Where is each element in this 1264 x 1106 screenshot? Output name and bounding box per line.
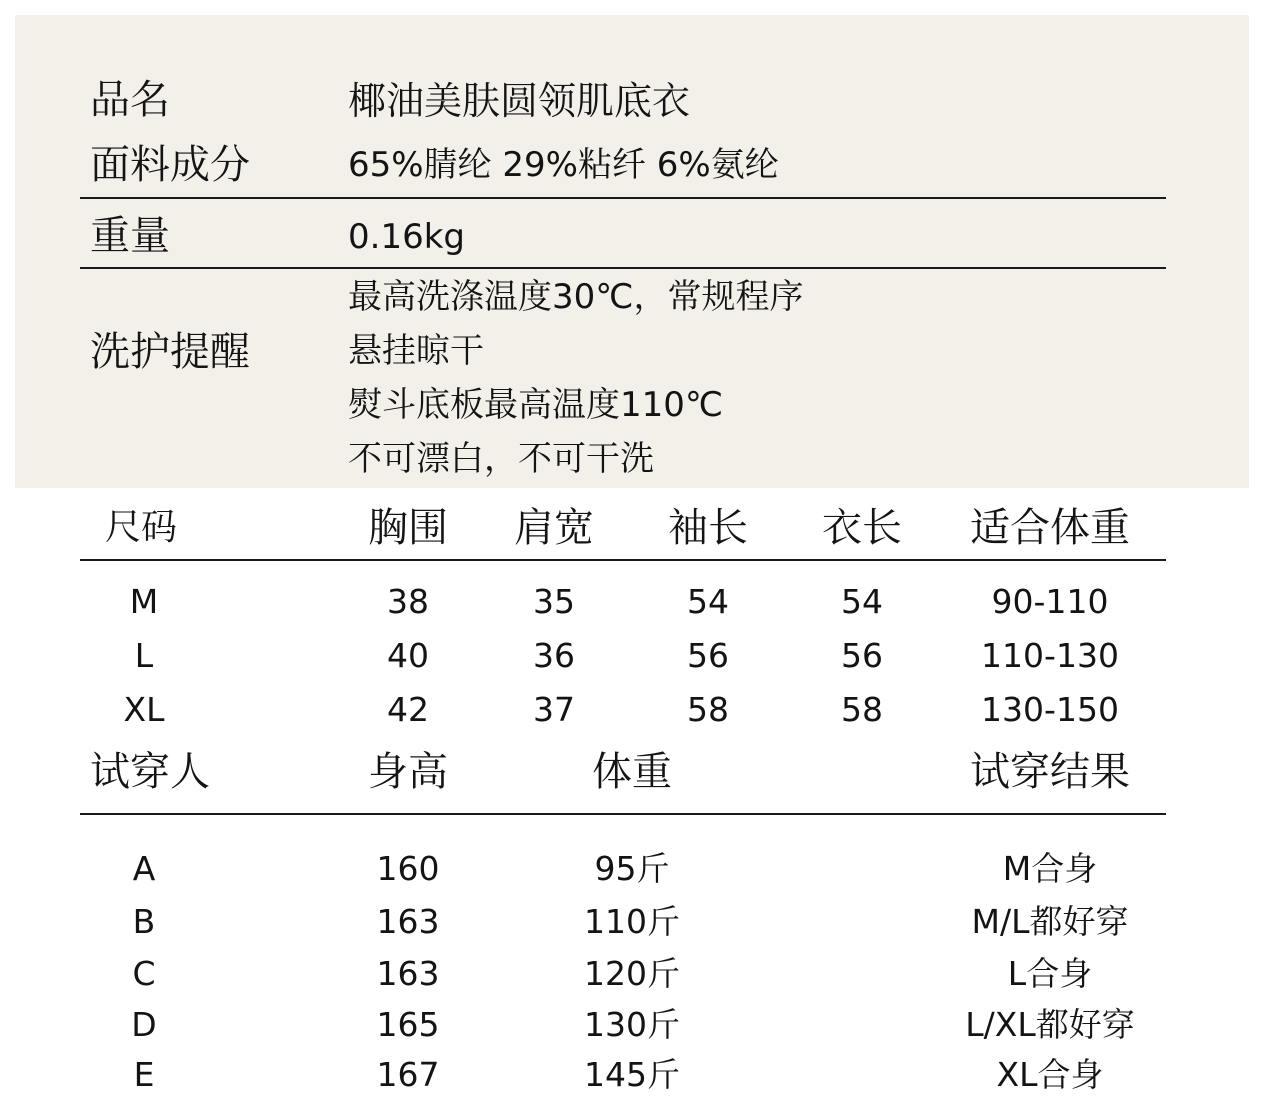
tryon-cell: 120斤 — [584, 954, 680, 993]
size-cell: 58 — [841, 690, 883, 729]
fabric-label: 面料成分 — [90, 142, 250, 188]
size-cell: 58 — [687, 690, 729, 729]
size-cell: 54 — [687, 582, 729, 621]
divider — [80, 813, 1166, 815]
tryon-cell: E — [133, 1055, 155, 1094]
care-line: 熨斗底板最高温度110℃ — [348, 385, 724, 425]
size-header-length: 衣长 — [822, 505, 902, 551]
fabric-value: 65%腈纶 29%粘纤 6%氨纶 — [348, 145, 779, 185]
tryon-header-person: 试穿人 — [90, 749, 210, 795]
tryon-cell: 167 — [376, 1055, 440, 1094]
divider — [80, 267, 1166, 269]
size-cell: 90-110 — [991, 582, 1109, 621]
size-header-weight: 适合体重 — [970, 505, 1130, 551]
size-cell: 37 — [533, 690, 575, 729]
size-cell: 35 — [533, 582, 575, 621]
size-cell: 38 — [387, 582, 429, 621]
size-header-shoulder: 肩宽 — [514, 505, 594, 551]
size-header-chest: 胸围 — [368, 505, 448, 551]
tryon-cell: A — [132, 849, 156, 888]
tryon-cell: 163 — [376, 902, 440, 941]
weight-label: 重量 — [90, 213, 170, 259]
size-cell: 110-130 — [981, 636, 1119, 675]
tryon-cell: C — [132, 954, 156, 993]
tryon-header-weight: 体重 — [592, 749, 672, 795]
tryon-cell: XL合身 — [996, 1055, 1104, 1094]
tryon-header-result: 试穿结果 — [970, 749, 1130, 795]
tryon-cell: 145斤 — [584, 1055, 680, 1094]
size-cell: 36 — [533, 636, 575, 675]
tryon-cell: 95斤 — [594, 849, 670, 888]
size-cell: 40 — [387, 636, 429, 675]
tryon-cell: 130斤 — [584, 1005, 680, 1044]
size-header-size: 尺码 — [105, 507, 178, 548]
size-cell: 56 — [841, 636, 883, 675]
weight-value: 0.16kg — [348, 217, 465, 257]
care-label: 洗护提醒 — [90, 329, 250, 375]
tryon-cell: L/XL都好穿 — [965, 1005, 1135, 1044]
care-line: 最高洗涤温度30℃，常规程序 — [348, 277, 804, 317]
tryon-cell: D — [131, 1005, 157, 1044]
tryon-cell: 160 — [376, 849, 440, 888]
divider — [80, 559, 1166, 561]
tryon-cell: L合身 — [1007, 954, 1093, 993]
divider — [80, 197, 1166, 199]
size-header-sleeve: 袖长 — [668, 505, 748, 551]
size-cell: XL — [123, 690, 165, 729]
care-line: 悬挂晾干 — [348, 331, 484, 371]
tryon-cell: 163 — [376, 954, 440, 993]
name-value: 椰油美肤圆领肌底衣 — [348, 79, 691, 123]
size-cell: 130-150 — [981, 690, 1119, 729]
size-cell: L — [134, 636, 154, 675]
tryon-cell: M合身 — [1002, 849, 1098, 888]
size-cell: 42 — [387, 690, 429, 729]
size-cell: 54 — [841, 582, 883, 621]
name-label: 品名 — [90, 77, 170, 123]
tryon-cell: 165 — [376, 1005, 440, 1044]
care-line: 不可漂白，不可干洗 — [348, 439, 654, 479]
size-cell: 56 — [687, 636, 729, 675]
tryon-header-height: 身高 — [368, 749, 448, 795]
tryon-cell: 110斤 — [584, 902, 680, 941]
tryon-cell: B — [132, 902, 156, 941]
size-cell: M — [129, 582, 159, 621]
tryon-cell: M/L都好穿 — [971, 902, 1129, 941]
